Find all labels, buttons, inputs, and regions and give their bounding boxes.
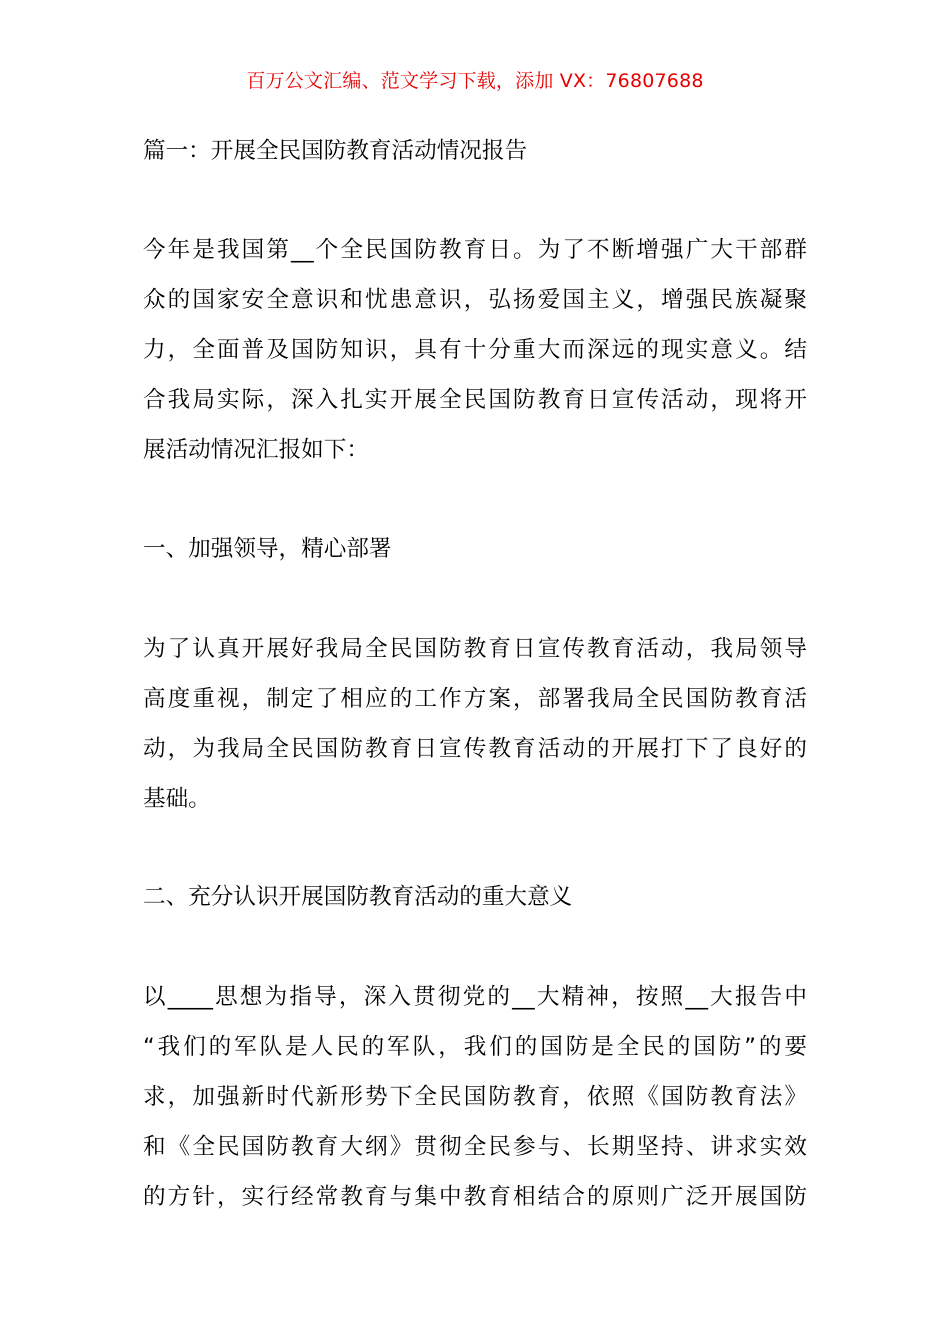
section-1-line-2: 高度重视，制定了相应的工作方案，部署我局全民国防教育活 <box>143 686 807 712</box>
section-2-line-3: 求，加强新时代新形势下全民国防教育，依照《国防教育法》 <box>143 1084 807 1110</box>
document-title: 篇一：开展全民国防教育活动情况报告 <box>143 138 528 164</box>
section-2-heading: 二、充分认识开展国防教育活动的重大意义 <box>143 884 573 910</box>
section-1-heading: 一、加强领导，精心部署 <box>143 536 392 562</box>
section-2-line-5: 的方针，实行经常教育与集中教育相结合的原则广泛开展国防 <box>143 1184 807 1210</box>
section-1-line-4: 基础。 <box>143 786 211 812</box>
section-1-line-3: 动，为我局全民国防教育日宣传教育活动的开展打下了良好的 <box>143 736 807 762</box>
intro-line-4: 合我局实际，深入扎实开展全民国防教育日宣传活动，现将开 <box>143 387 807 413</box>
intro-line-2: 众的国家安全意识和忧患意识，弘扬爱国主义，增强民族凝聚 <box>143 287 807 313</box>
intro-line-3: 力，全面普及国防知识，具有十分重大而深远的现实意义。结 <box>143 337 807 363</box>
section-2-line-1: 以____思想为指导，深入贯彻党的__大精神，按照__大报告中 <box>143 984 807 1010</box>
section-2-line-4: 和《全民国防教育大纲》贯彻全民参与、长期坚持、讲求实效 <box>143 1134 807 1160</box>
section-2-line-2: “我们的军队是人民的军队，我们的国防是全民的国防”的要 <box>143 1034 807 1060</box>
watermark-header: 百万公文汇编、范文学习下载，添加 VX：76807688 <box>246 70 704 92</box>
section-1-line-1: 为了认真开展好我局全民国防教育日宣传教育活动，我局领导 <box>143 636 807 662</box>
intro-line-1: 今年是我国第__个全民国防教育日。为了不断增强广大干部群 <box>143 237 807 263</box>
intro-line-5: 展活动情况汇报如下： <box>143 437 369 463</box>
